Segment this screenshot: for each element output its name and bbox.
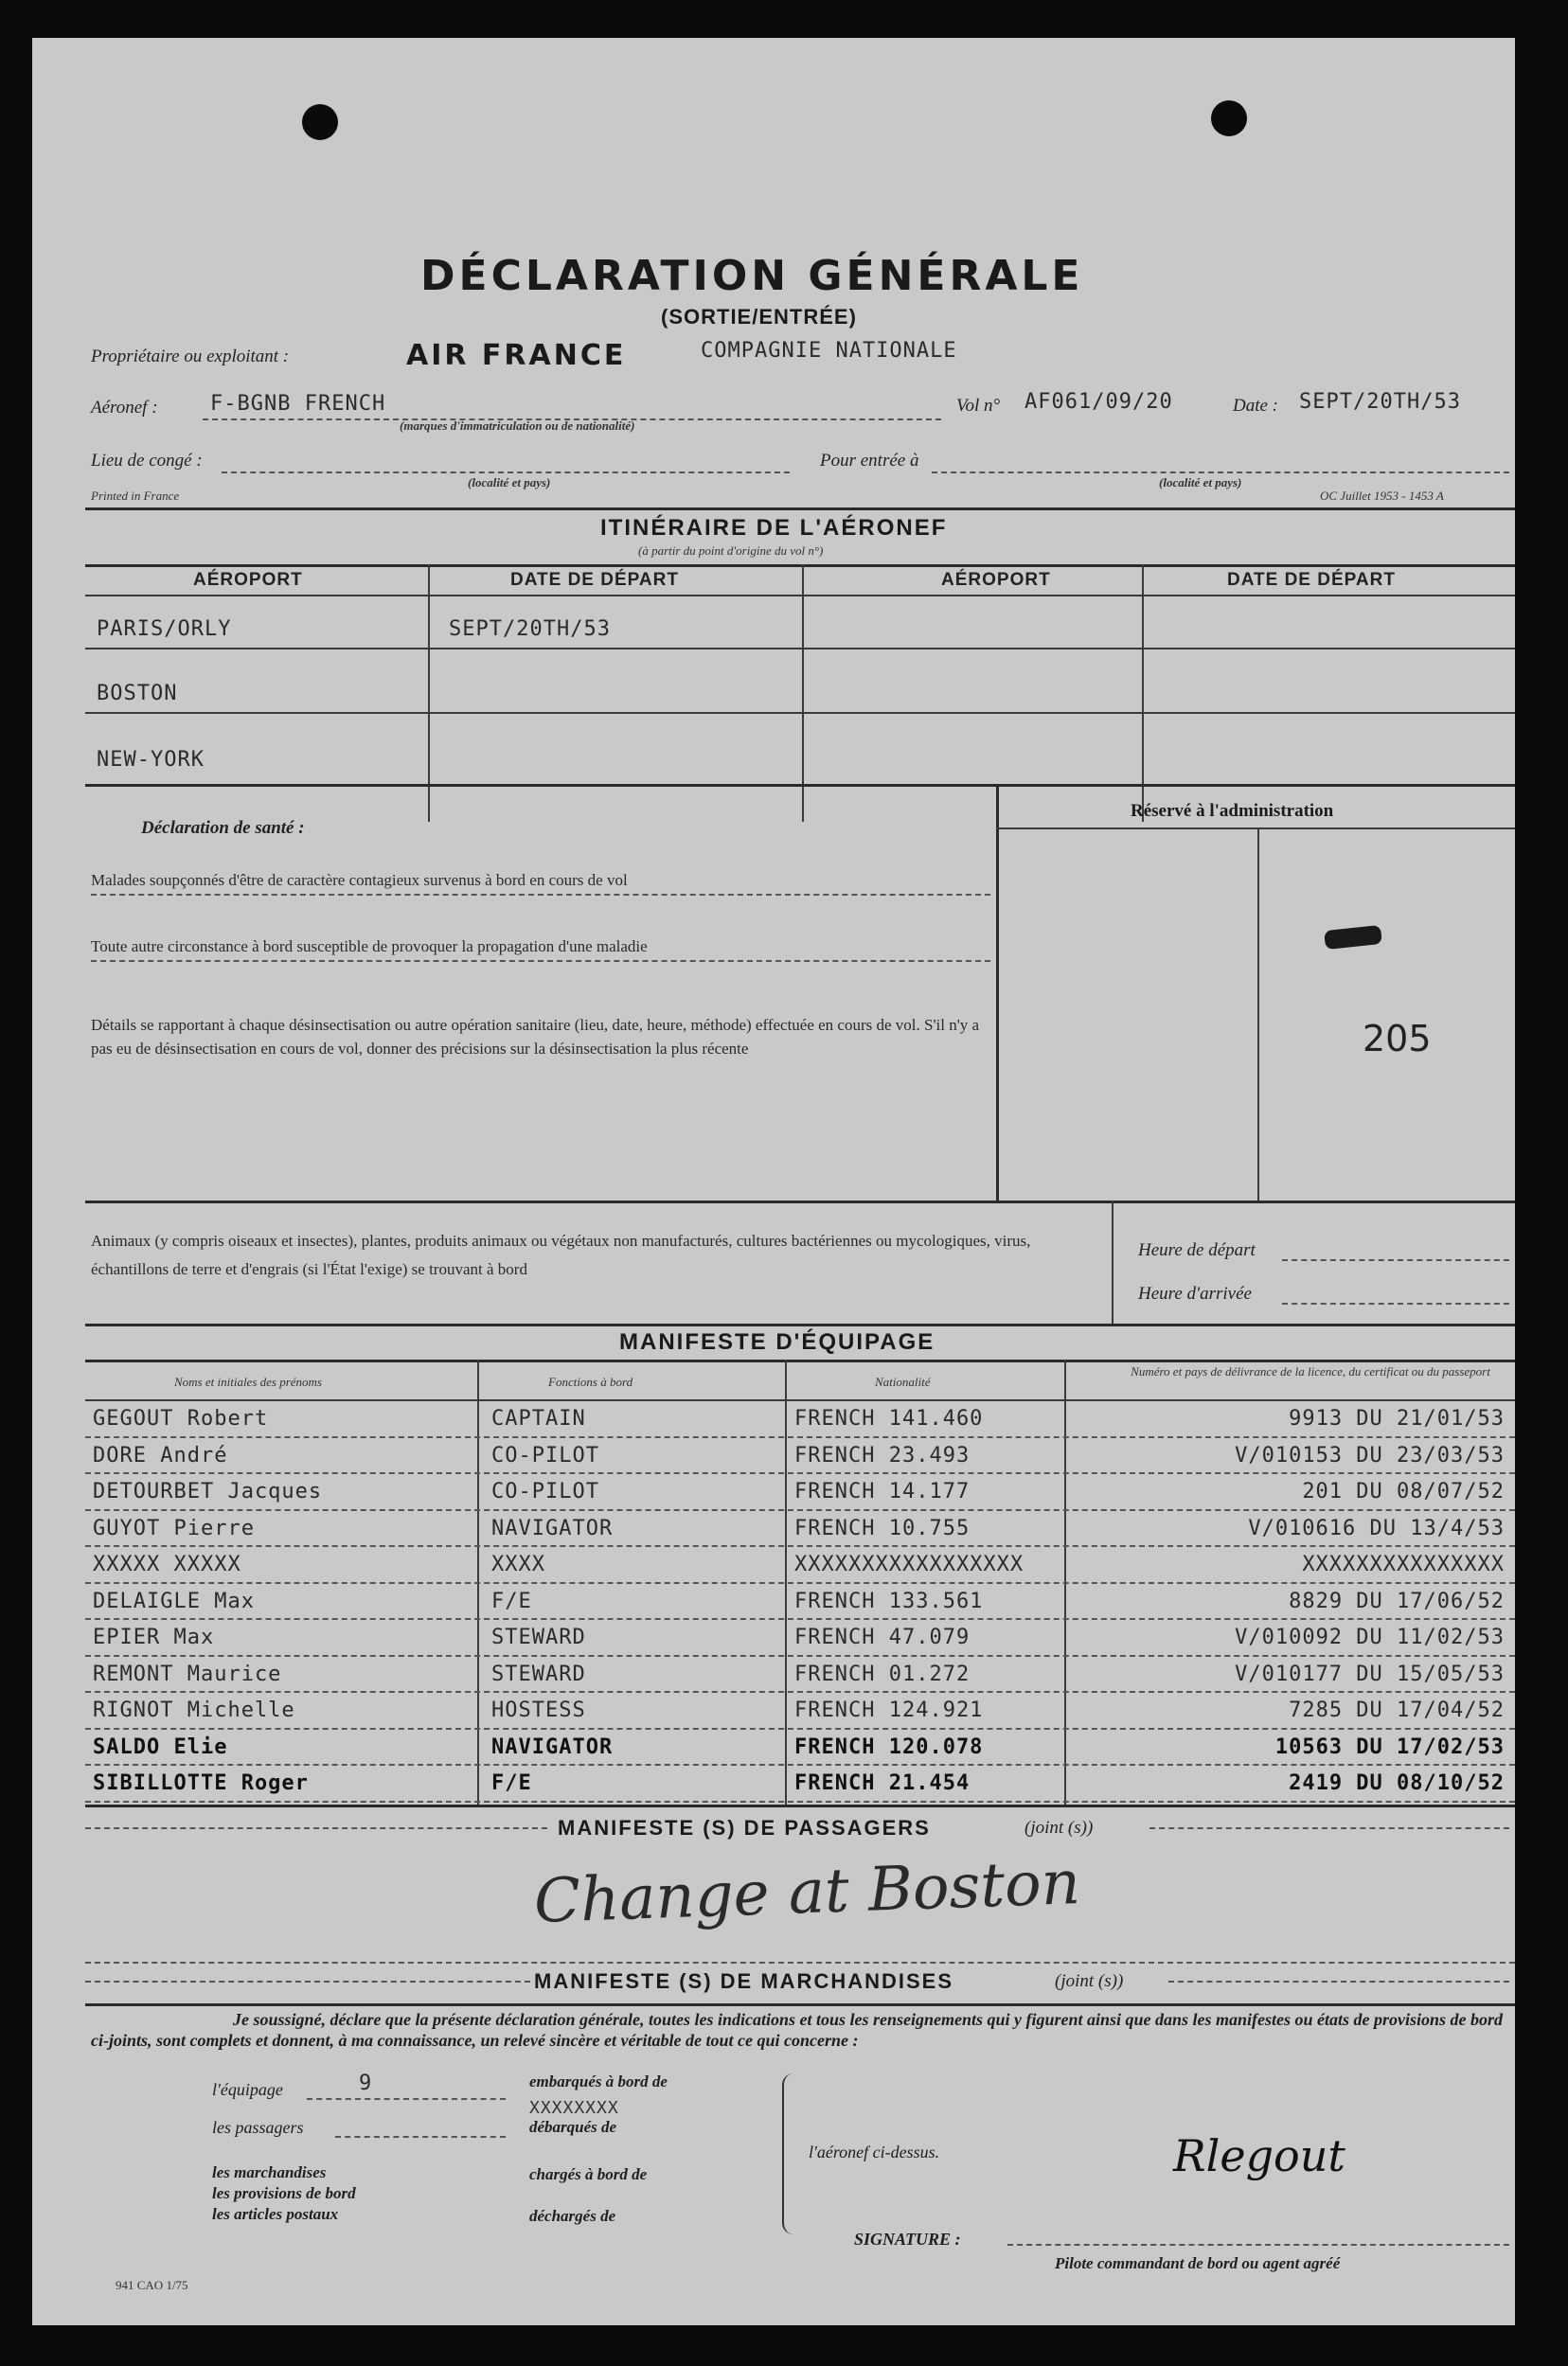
punch-hole-right: [1211, 100, 1247, 136]
crew-name: DORE André: [93, 1443, 228, 1468]
crew-function: HOSTESS: [491, 1699, 586, 1722]
flight-label: Vol n°: [956, 396, 1001, 416]
disembarked-strike: XXXXXXXX: [529, 2098, 619, 2118]
crew-licence: 7285 DU 17/04/52: [1289, 1699, 1505, 1722]
crew-nationality: FRENCH 23.493: [794, 1443, 971, 1468]
crew-nationality: FRENCH 133.561: [794, 1589, 984, 1613]
entry-label: Pour entrée à: [820, 451, 919, 471]
admin-redaction: [1324, 925, 1382, 950]
crew-licence: 2419 DU 08/10/52: [1289, 1771, 1505, 1795]
departure-time-label: Heure de départ: [1138, 1240, 1256, 1260]
owner-typed: COMPAGNIE NATIONALE: [701, 339, 957, 363]
declaration-text: Je soussigné, déclare que la présente déclaration générale, toutes les indications et tous les renseignements qui y figurent ainsi que dans les manifestes ou états de provisions de bord ci-joints, sont complets et donnent, à ma connaissance, un relevé sincère et véritable de tout ce qui concerne :: [91, 2010, 1504, 2050]
flight-value: AF061/09/20: [1025, 390, 1173, 414]
animals-text: Animaux (y compris oiseaux et insectes), plantes, produits animaux ou végétaux non manufacturés, cultures bactériennes ou mycologiques, virus, échantillons de terre et d'engrais (si l'État l'exige) se trouvant à bord: [91, 1232, 1031, 1278]
crew-nationality: FRENCH 47.079: [794, 1626, 971, 1649]
crew-name: DELAIGLE Max: [93, 1589, 255, 1613]
crew-function: CAPTAIN: [491, 1407, 586, 1431]
crew-nationality: FRENCH 141.460: [794, 1407, 984, 1431]
cargo-attached: (joint (s)): [1055, 1971, 1124, 1991]
col-airport: AÉROPORT: [193, 570, 303, 590]
crew-nationality: FRENCH 01.272: [794, 1662, 971, 1686]
crew-nationality: FRENCH 124.921: [794, 1699, 984, 1722]
aircraft-above: l'aéronef ci-dessus.: [809, 2143, 940, 2161]
cargo-title: MANIFESTE (S) DE MARCHANDISES: [534, 1969, 954, 1993]
punch-hole-left: [302, 104, 338, 140]
signature-mark: Rlegout: [1173, 2130, 1345, 2181]
owner-value: AIR FRANCE: [406, 339, 627, 372]
crew-function: F/E: [491, 1771, 532, 1795]
crew-function: CO-PILOT: [491, 1443, 599, 1468]
cargo-label: les marchandises: [212, 2163, 327, 2181]
col-airport-2: AÉROPORT: [941, 570, 1051, 590]
departure-place-label: Lieu de congé :: [91, 451, 203, 471]
page-subtitle: (SORTIE/ENTRÉE): [661, 305, 857, 329]
departure-place-note: (localité et pays): [468, 475, 551, 489]
crew-name: GEGOUT Robert: [93, 1407, 269, 1431]
crew-nationality: FRENCH 120.078: [794, 1734, 984, 1759]
provisions-label: les provisions de bord: [212, 2184, 356, 2202]
crew-col-function: Fonctions à bord: [548, 1375, 633, 1389]
crew-name: REMONT Maurice: [93, 1662, 282, 1686]
footer-code: 941 CAO 1/75: [116, 2278, 188, 2292]
crew-name: SIBILLOTTE Roger: [93, 1771, 309, 1795]
date-label: Date :: [1233, 396, 1279, 416]
itinerary-title: ITINÉRAIRE DE L'AÉRONEF: [600, 515, 948, 541]
form-ref: OC Juillet 1953 - 1453 A: [1320, 489, 1444, 503]
passengers-attached: (joint (s)): [1025, 1818, 1094, 1838]
disembarked-label: débarqués de: [529, 2118, 617, 2136]
health-line-1: Malades soupçonnés d'être de caractère contagieux survenus à bord en cours de vol: [91, 871, 628, 889]
crew-name: XXXXX XXXXX: [93, 1553, 241, 1576]
crew-function: NAVIGATOR: [491, 1734, 614, 1759]
crew-function: STEWARD: [491, 1662, 586, 1686]
passengers-handwriting: Change at Boston: [532, 1847, 1081, 1938]
crew-nationality: FRENCH 21.454: [794, 1771, 971, 1795]
crew-licence: 8829 DU 17/06/52: [1289, 1589, 1505, 1613]
crew-licence: 9913 DU 21/01/53: [1289, 1407, 1505, 1431]
owner-label: Propriétaire ou exploitant :: [91, 347, 290, 366]
arrival-time-label: Heure d'arrivée: [1138, 1284, 1252, 1304]
crew-col-nationality: Nationalité: [875, 1375, 931, 1389]
health-line-3: Détails se rapportant à chaque désinsectisation ou autre opération sanitaire (lieu, date, heure, méthode) effectuée en cours de vol. S'il n'y a pas eu de désinsectisation en cours de vol, donner des précisions sur la désinsectisation la plus récente: [91, 1016, 980, 1058]
crew-licence: V/010092 DU 11/02/53: [1235, 1626, 1505, 1649]
passengers-label: les passagers: [212, 2118, 304, 2137]
aircraft-note: (marques d'immatriculation ou de nationalité): [400, 418, 635, 433]
itinerary-date: SEPT/20TH/53: [449, 617, 611, 641]
printed-in: Printed in France: [91, 489, 180, 503]
signature-label: SIGNATURE :: [854, 2230, 961, 2249]
crew-function: F/E: [491, 1589, 532, 1613]
crew-count-label: l'équipage: [212, 2080, 283, 2099]
crew-function: STEWARD: [491, 1626, 586, 1649]
health-line-2: Toute autre circonstance à bord susceptible de provoquer la propagation d'une maladie: [91, 937, 648, 955]
itinerary-airport: BOSTON: [97, 682, 178, 705]
crew-licence: V/010153 DU 23/03/53: [1235, 1443, 1505, 1468]
admin-title: Réservé à l'administration: [1131, 801, 1334, 821]
crew-nationality: FRENCH 10.755: [794, 1516, 971, 1540]
crew-count: 9: [359, 2072, 373, 2095]
crew-name: GUYOT Pierre: [93, 1516, 255, 1540]
document-sheet: [32, 38, 1515, 2325]
loaded-label: chargés à bord de: [529, 2165, 648, 2183]
crew-nationality: XXXXXXXXXXXXXXXXX: [794, 1553, 1025, 1576]
crew-name: SALDO Elie: [93, 1734, 228, 1759]
crew-name: EPIER Max: [93, 1626, 215, 1649]
crew-function: CO-PILOT: [491, 1480, 599, 1503]
aircraft-value: F-BGNB FRENCH: [210, 392, 386, 416]
postal-label: les articles postaux: [212, 2205, 339, 2223]
aircraft-label: Aéronef :: [91, 398, 158, 418]
crew-function: XXXX: [491, 1553, 545, 1576]
crew-function: NAVIGATOR: [491, 1516, 614, 1540]
crew-title: MANIFESTE D'ÉQUIPAGE: [619, 1329, 935, 1355]
crew-name: RIGNOT Michelle: [93, 1699, 295, 1722]
passengers-title: MANIFESTE (S) DE PASSAGERS: [558, 1816, 931, 1840]
crew-licence: V/010177 DU 15/05/53: [1235, 1662, 1505, 1686]
brace: [782, 2073, 797, 2234]
col-departure-date: DATE DE DÉPART: [510, 570, 679, 590]
entry-note: (localité et pays): [1159, 475, 1242, 489]
itinerary-subtitle: (à partir du point d'origine du vol n°): [638, 543, 824, 558]
itinerary-airport: NEW-YORK: [97, 748, 205, 772]
crew-nationality: FRENCH 14.177: [794, 1480, 971, 1503]
signer-role: Pilote commandant de bord ou agent agréé: [1055, 2254, 1341, 2272]
crew-licence: 201 DU 08/07/52: [1302, 1480, 1505, 1503]
date-value: SEPT/20TH/53: [1299, 390, 1461, 414]
crew-licence: XXXXXXXXXXXXXXX: [1302, 1553, 1505, 1576]
itinerary-airport: PARIS/ORLY: [97, 617, 232, 641]
crew-name: DETOURBET Jacques: [93, 1480, 323, 1503]
health-title: Déclaration de santé :: [141, 818, 305, 838]
crew-col-licence: Numéro et pays de délivrance de la licence, du certificat ou du passeport: [1131, 1364, 1490, 1379]
crew-licence: 10563 DU 17/02/53: [1274, 1734, 1505, 1759]
crew-col-name: Noms et initiales des prénoms: [174, 1375, 322, 1389]
unloaded-label: déchargés de: [529, 2207, 616, 2225]
crew-licence: V/010616 DU 13/4/53: [1248, 1516, 1505, 1540]
boarded-label: embarqués à bord de: [529, 2072, 668, 2090]
page-title: DÉCLARATION GÉNÉRALE: [420, 252, 1084, 300]
col-departure-date-2: DATE DE DÉPART: [1227, 570, 1396, 590]
admin-number: 205: [1363, 1018, 1432, 1059]
